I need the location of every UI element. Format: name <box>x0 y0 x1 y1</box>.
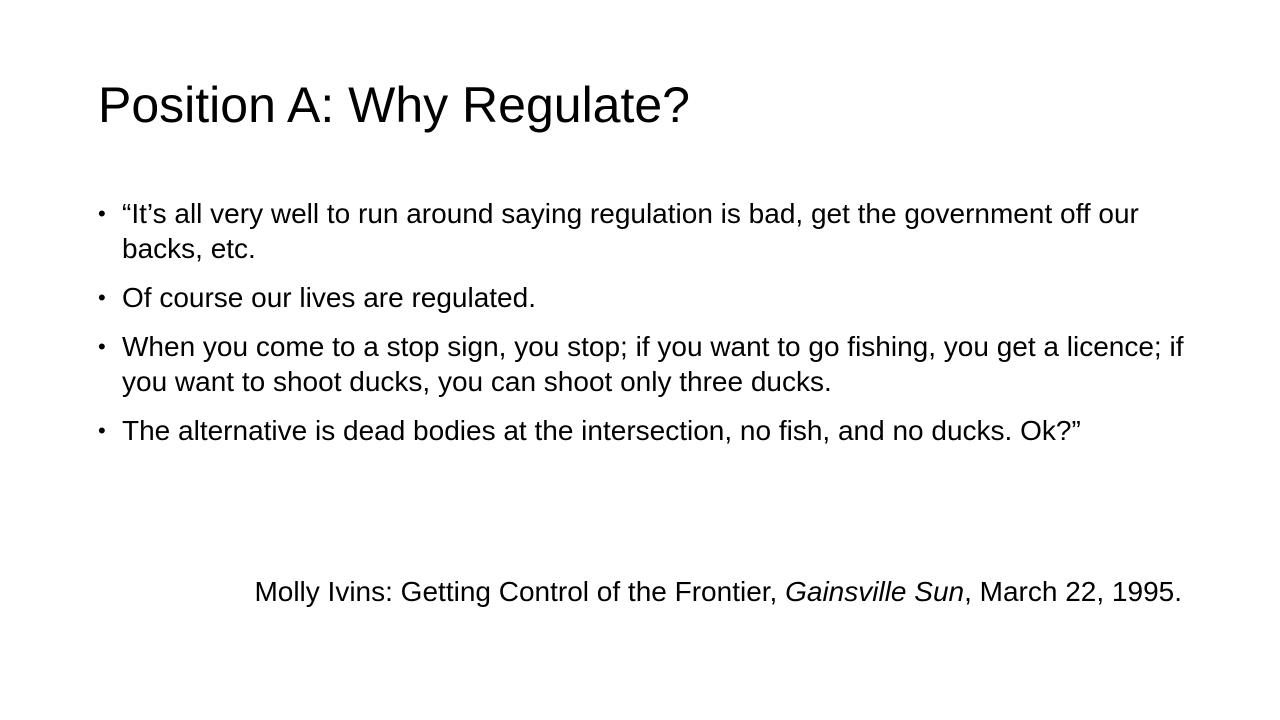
bullet-item <box>98 280 1188 315</box>
bullet-marker: • <box>98 418 106 443</box>
bullet-text: “It’s all very well to run around saying regulation is bad, get the government off our backs, etc. <box>122 198 1139 264</box>
citation-publication: Gainsville Sun <box>785 576 965 607</box>
bullet-text: The alternative is dead bodies at the intersection, no fish, and no ducks. Ok?” <box>122 415 1081 446</box>
citation <box>254 574 1182 610</box>
bullet-text: Of course our lives are regulated. <box>122 282 536 313</box>
bullet-text: When you come to a stop sign, you stop; if you want to go fishing, you get a licence; if you want to shoot ducks, you can shoot only three ducks. <box>122 331 1184 397</box>
slide-title: Position A: Why Regulate? <box>98 77 690 133</box>
citation-date: , March 22, 1995. <box>964 576 1182 607</box>
bullet-marker: • <box>98 334 106 359</box>
bullet-item <box>98 196 1188 266</box>
bullet-list <box>98 196 1188 462</box>
bullet-marker: • <box>98 201 106 226</box>
bullet-item <box>98 329 1188 399</box>
citation-author-title: Molly Ivins: Getting Control of the Frontier, <box>254 576 786 607</box>
bullet-marker: • <box>98 285 106 310</box>
bullet-item <box>98 413 1188 448</box>
